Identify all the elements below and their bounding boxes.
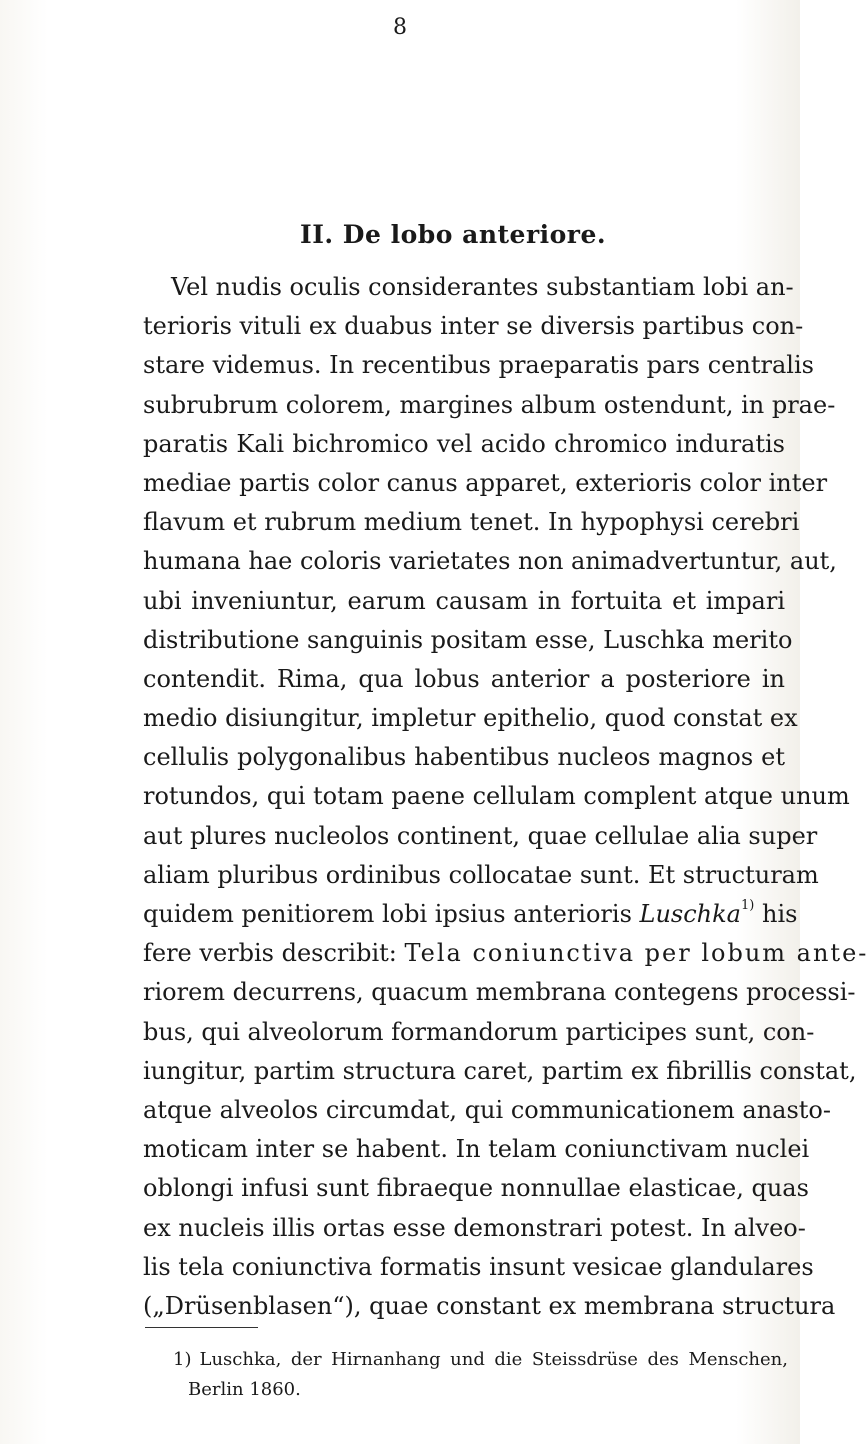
cited-author: Luschka — [639, 900, 741, 928]
text-line: atque alveolos circumdat, qui communicationem anasto- — [143, 1095, 831, 1124]
page-number: 8 — [393, 15, 407, 40]
footnote-divider — [145, 1327, 258, 1328]
text-line: distributione sanguinis positam esse, Luschka merito — [143, 625, 793, 654]
text-line: („Drüsenblasen“), quae constant ex membrana structura — [143, 1291, 836, 1320]
footnote-text: Luschka, der Hirnanhang und die Steissdrüse des Menschen, — [199, 1349, 788, 1370]
text-line-with-citation — [143, 895, 798, 934]
text-line: medio disiungitur, impletur epithelio, quod constat ex — [143, 704, 798, 733]
section-heading: II. De lobo anteriore. — [300, 220, 607, 249]
spaced-quotation: Tela coniunctiva per lobum ante- — [404, 939, 868, 968]
footnote-line: Berlin 1860. — [188, 1379, 301, 1400]
text-line: mediae partis color canus apparet, exterioris color inter — [143, 468, 828, 497]
text-line: terioris vituli ex duabus inter se diversis partibus con- — [143, 312, 804, 341]
line-text: his — [761, 900, 798, 928]
text-line: aut plures nucleolos continent, quae cellulae alia super — [143, 821, 818, 850]
line-text: quidem penitiorem lobi ipsius anterioris — [143, 900, 632, 928]
footnote-line — [173, 1345, 788, 1375]
body-paragraph — [143, 268, 868, 1326]
text-line-with-quote — [143, 934, 868, 973]
footnote — [173, 1345, 788, 1405]
text-line: flavum et rubrum medium tenet. In hypophysi cerebri — [143, 508, 800, 537]
text-line: bus, qui alveolorum formandorum participes sunt, con- — [143, 1017, 815, 1046]
text-line: oblongi infusi sunt fibraeque nonnullae elasticae, quas — [143, 1174, 809, 1203]
text-line: iungitur, partim structura caret, partim ex fibrillis constat, — [143, 1056, 857, 1085]
footnote-marker: 1) — [173, 1349, 192, 1370]
text-line: riorem decurrens, quacum membrana contegens processi- — [143, 978, 856, 1007]
text-line: ubi inveniuntur, earum causam in fortuita et impari — [143, 586, 785, 615]
text-line: subrubrum colorem, margines album ostendunt, in prae- — [143, 390, 836, 419]
text-line: humana hae coloris varietates non animadvertuntur, aut, — [143, 547, 837, 576]
text-line: lis tela coniunctiva formatis insunt vesicae glandulares — [143, 1252, 814, 1281]
text-line: ex nucleis illis ortas esse demonstrari potest. In alveo- — [143, 1213, 806, 1242]
text-line: contendit. Rima, qua lobus anterior a posteriore in — [143, 664, 785, 693]
text-line: aliam pluribus ordinibus collocatae sunt. Et structuram — [143, 860, 819, 889]
text-line: cellulis polygonalibus habentibus nucleos magnos et — [143, 743, 785, 772]
text-line: Vel nudis oculis considerantes substantiam lobi an- — [171, 273, 794, 301]
line-text: fere verbis describit: — [143, 939, 397, 968]
footnote-reference: 1) — [741, 898, 755, 913]
text-line: moticam inter se habent. In telam coniunctivam nuclei — [143, 1135, 810, 1164]
text-line: rotundos, qui totam paene cellulam complent atque unum — [143, 782, 850, 811]
text-line: paratis Kali bichromico vel acido chromico induratis — [143, 429, 785, 458]
text-line: stare videmus. In recentibus praeparatis pars centralis — [143, 351, 814, 380]
